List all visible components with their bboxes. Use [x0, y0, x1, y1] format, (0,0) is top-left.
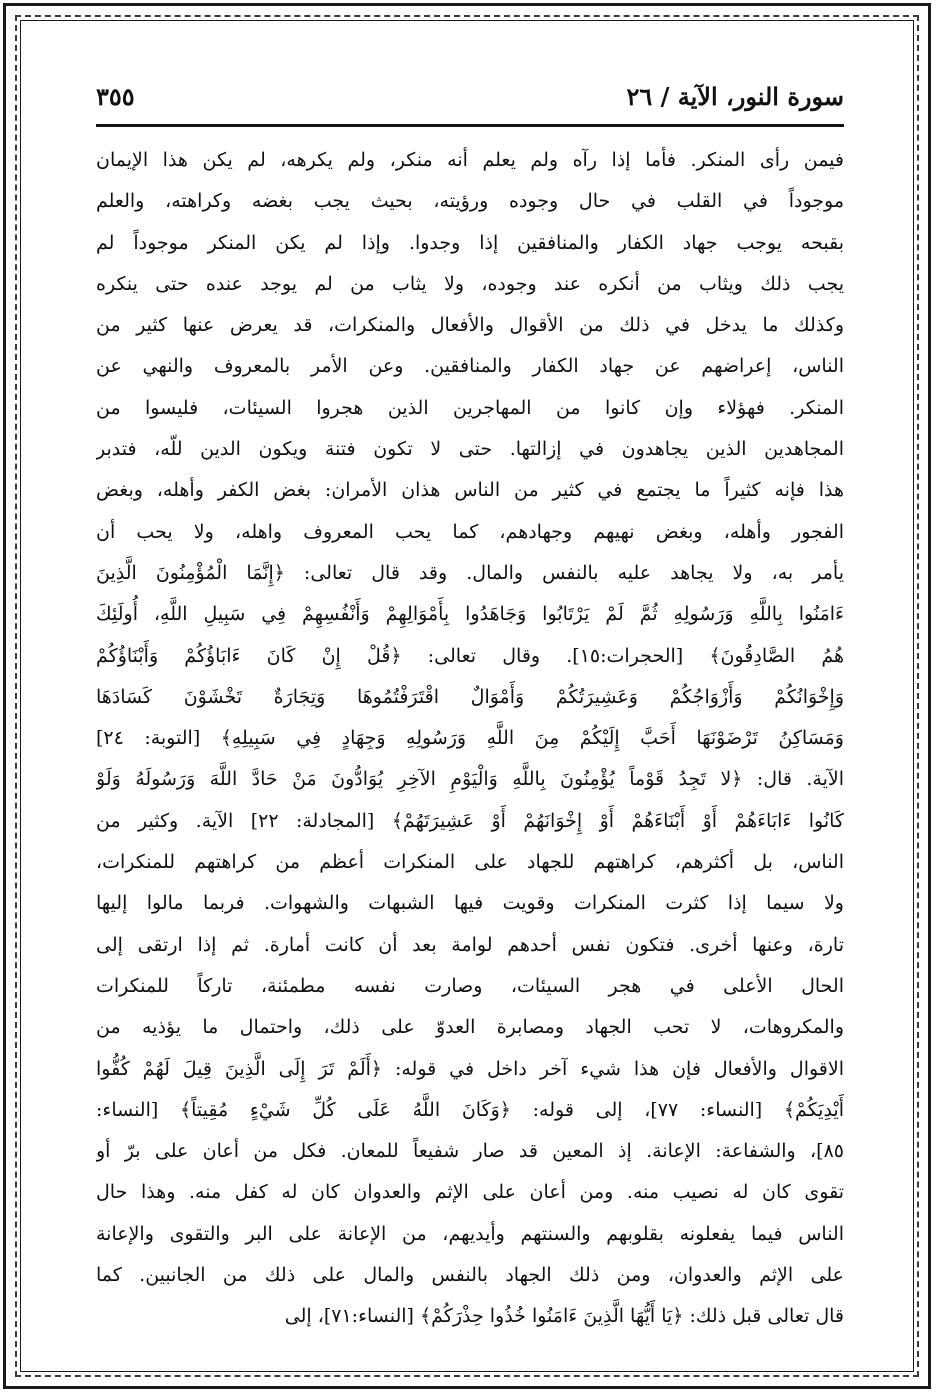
text-line: والمكروهات، لا تحب الجهاد ومصابرة العدوّ على ذلك، واحتمال ما يؤذيه من — [96, 1016, 844, 1039]
text-line: المجاهدين الذين يجاهدون في إزالتها. حتى لا تكون فتنة ويكون الدين للّه، فتدبر — [96, 438, 844, 461]
text-line: بقبحه يوجب جهاد الكفار والمنافقين إذا وجدوا. وإذا لم يكن المنكر موجوداً لم — [96, 231, 844, 254]
text-line: على الإثم والعدوان، ومن ذلك الجهاد بالنفس والمال على ذلك من الجانبين. كما — [96, 1264, 844, 1287]
text-line: هُمُ الصَّادِقُونَ﴾ [الحجرات:١٥]. وقال تعالى: ﴿قُلْ إِنْ كَانَ ءَابَاؤُكُمْ وَأَبْنَاؤُكُمْ — [96, 644, 844, 667]
text-line: هذا فإنه كثيراً ما يجتمع في كثير من الناس هذان الأمران: بغض الكفر وأهله، وبغض — [96, 479, 844, 502]
text-line: الناس، إعراضهم عن جهاد الكفار والمنافقين. وعن الأمر بالمعروف والنهي عن — [96, 355, 844, 378]
text-line: وكذلك ما يدخل في ذلك من الأقوال والأفعال والمنكرات، قد يعرض عنها كثير من — [96, 314, 844, 337]
text-line: ٨٥]، والشفاعة: الإعانة. إذ المعين قد صار شفيعاً للمعان. فكل من أعان على برّ أو — [96, 1140, 844, 1163]
text-line: وَمَسَاكِنُ تَرْضَوْنَهَا أَحَبَّ إِلَيْكُمْ مِنَ اللَّهِ وَرَسُولِهِ وَجِهَادٍ فِي سَبِيلِهِ﴾ [التوبة: ٢٤] — [96, 727, 844, 750]
text-line: موجوداً في القلب في حال وجوده ورؤيته، بحيث يجب بغضه وكراهته، والعلم — [96, 190, 844, 213]
text-line: الآية. قال: ﴿لا تَجِدُ قَوْماً يُؤْمِنُونَ بِاللَّهِ وَالْيَوْمِ الآخِرِ يُوَادُّونَ مَنْ حَادَّ اللَّهَ وَرَسُولَهُ وَلَوْ — [96, 768, 844, 791]
body-text — [96, 140, 844, 1338]
text-line: ءَامَنُوا بِاللَّهِ وَرَسُولِهِ ثُمَّ لَمْ يَرْتَابُوا وَجَاهَدُوا بِأَمْوَالِهِمْ وَأَنْفُسِهِمْ فِي سَبِيلِ اللَّهِ، أُولَئِكَ — [96, 603, 844, 626]
text-line: الاقوال والأفعال فإن هذا شيء آخر داخل في قوله: ﴿أَلَمْ تَرَ إِلَى الَّذِينَ قِيلَ لَهُمْ كُفُّوا — [96, 1057, 844, 1080]
text-line: أَيْدِيَكُمْ﴾ [النساء: ٧٧]، إلى قوله: ﴿وَكَانَ اللَّهُ عَلَى كُلِّ شَيْءٍ مُقِيتاً﴾ [النساء: — [96, 1098, 844, 1121]
text-line: فيمن رأى المنكر. فأما إذا رآه ولم يعلم أنه منكر، ولم يكرهه، لم يكن هذا الإيمان — [96, 149, 844, 171]
text-line: تقوى كان له نصيب منه. ومن أعان على الإثم والعدوان كان له كفل منه. وهذا حال — [96, 1181, 844, 1204]
text-line: قال تعالى قبل ذلك: ﴿يَا أَيُّهَا الَّذِينَ ءَامَنُوا خُذُوا حِذْرَكُمْ﴾ [النساء:٧١]، إلى — [284, 1305, 844, 1328]
text-line: وَإِخْوَانُكُمْ وَأَزْوَاجُكُمْ وَعَشِيرَتُكُمْ وَأَمْوَالٌ اقْتَرَفْتُمُوهَا وَتِجَارَةٌ تَخْشَوْنَ كَسَادَهَا — [96, 685, 844, 708]
header-rule — [96, 124, 844, 127]
text-line: يجب ذلك ويثاب من أنكره عند وجوده، ولا يثاب من لم يوجد عنده حتى ينكره — [96, 272, 844, 295]
text-line: الفجور وأهله، وبغض نهيهم وجهادهم، كما يحب المعروف واهله، ولا يحب أن — [96, 520, 844, 543]
text-line: الناس فيما يفعلونه بقلوبهم والسنتهم وأيديهم، من الإعانة على البر والتقوى والإعانة — [96, 1222, 844, 1245]
text-line: كَانُوا ءَابَاءَهُمْ أَوْ أَبْنَاءَهُمْ أَوْ إِخْوَانَهُمْ أَوْ عَشِيرَتَهُمْ﴾ [المجادلة: ٢٢] الآية. وكثير من — [96, 809, 844, 832]
text-line: الحال الأعلى في هجر السيئات، وصارت نفسه مطمئنة، تاركاً للمنكرات — [96, 974, 844, 997]
page-number: ٣٥٥ — [96, 82, 135, 111]
running-title: سورة النور، الآية / ٢٦ — [626, 82, 844, 111]
text-line: تارة، وعنها أخرى. فتكون نفس أحدهم لوامة بعد أن كانت أمارة. ثم إذا ارتقى إلى — [96, 933, 844, 956]
text-line: المنكر. فهؤلاء وإن كانوا من المهاجرين الذين هجروا السيئات، فليسوا من — [96, 396, 844, 419]
text-line: الناس، بل أكثرهم، كراهتهم للجهاد على المنكرات أعظم من كراهتهم للمنكرات، — [96, 851, 844, 874]
text-line: ولا سيما إذا كثرت المنكرات وقويت فيها الشبهات والشهوات. فربما مالوا إليها — [96, 892, 844, 915]
page-header — [96, 80, 844, 124]
text-line: يأمر به، ولا يجاهد عليه بالنفس والمال. وقد قال تعالى: ﴿إِنَّمَا الْمُؤْمِنُونَ الَّذِينَ — [96, 561, 844, 584]
